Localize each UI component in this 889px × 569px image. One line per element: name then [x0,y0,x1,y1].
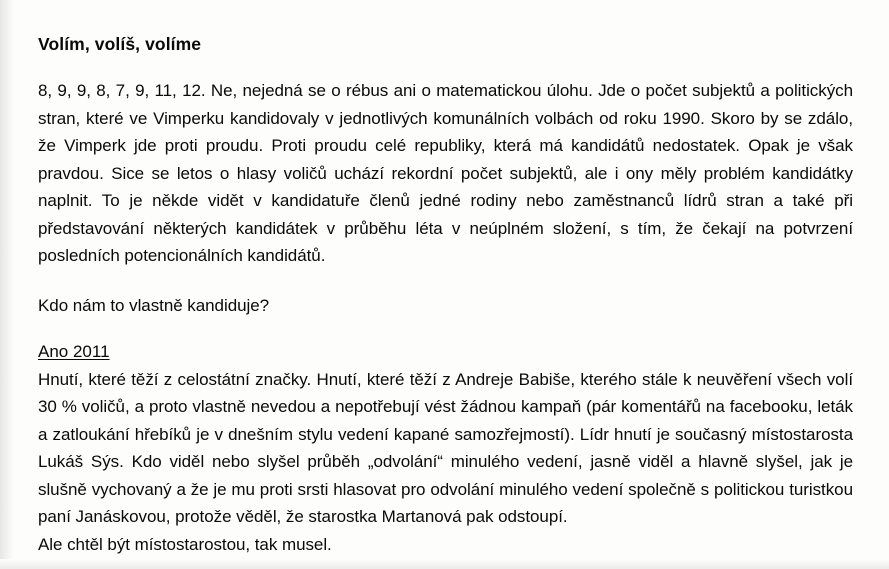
scan-edge-left [0,0,14,569]
section-heading-wrap [38,339,853,366]
section-heading-ano-2011: Ano 2011 [38,342,110,362]
paragraph-intro: 8, 9, 9, 8, 7, 9, 11, 12. Ne, nejedná se o rébus ani o matematickou úlohu. Jde o počet subjektů a politických stran, které ve Vimperku kandidovaly v jednotlivých komunálních volbách od roku 1990. Skoro by se zdálo, že Vimperk jde proti proudu. Proti proudu celé republiky, která má kandidátů nedostatek. Opak je však pravdou. Sice se letos o hlasy voličů uchází rekordní počet subjektů, ale i ony měly problém kandidátky naplnit. To je někde vidět v kandidatuře členů jedné rodiny nebo zaměstnanců lídrů stran a také při představování některých kandidátek v průběhu léta v neúplném složení, s tím, že čekají na potvrzení posledních potencionálních kandidátů. [38,81,853,266]
scan-edge-bottom [0,559,889,569]
section-spacer [38,319,853,339]
paragraph-question: Kdo nám to vlastně kandiduje? [38,295,270,315]
document-content [38,34,853,558]
paragraph-section-body: Hnutí, které těží z celostátní značky. Hnutí, které těží z Andreje Babiše, kterého stále k neuvěření všech volí 30 % voličů, a proto vlastně nevedou a nepotřebují vést žádnou kampaň (pár komentářů na facebooku, leták a zatloukání hřebíků je v dnešním stylu vedení kapané samozřejmostí). Lídr hnutí je současný místostarosta Lukáš Sýs. Kdo viděl nebo slyšel průběh „odvolání“ minulého vedení, jasně viděl a hlavně slyšel, jak je slušně vychovaný a že je mu proti srsti hlasovat pro odvolání minulého vedení společně s politickou turistkou paní Janáskovou, protože věděl, že starostka Martanová pak odstoupí. [38,369,853,527]
paragraph-section-closing: Ale chtěl být místostarostou, tak musel. [38,534,332,554]
page-title: Volím, volíš, volíme [38,34,202,54]
paragraph-spacer [38,270,853,292]
